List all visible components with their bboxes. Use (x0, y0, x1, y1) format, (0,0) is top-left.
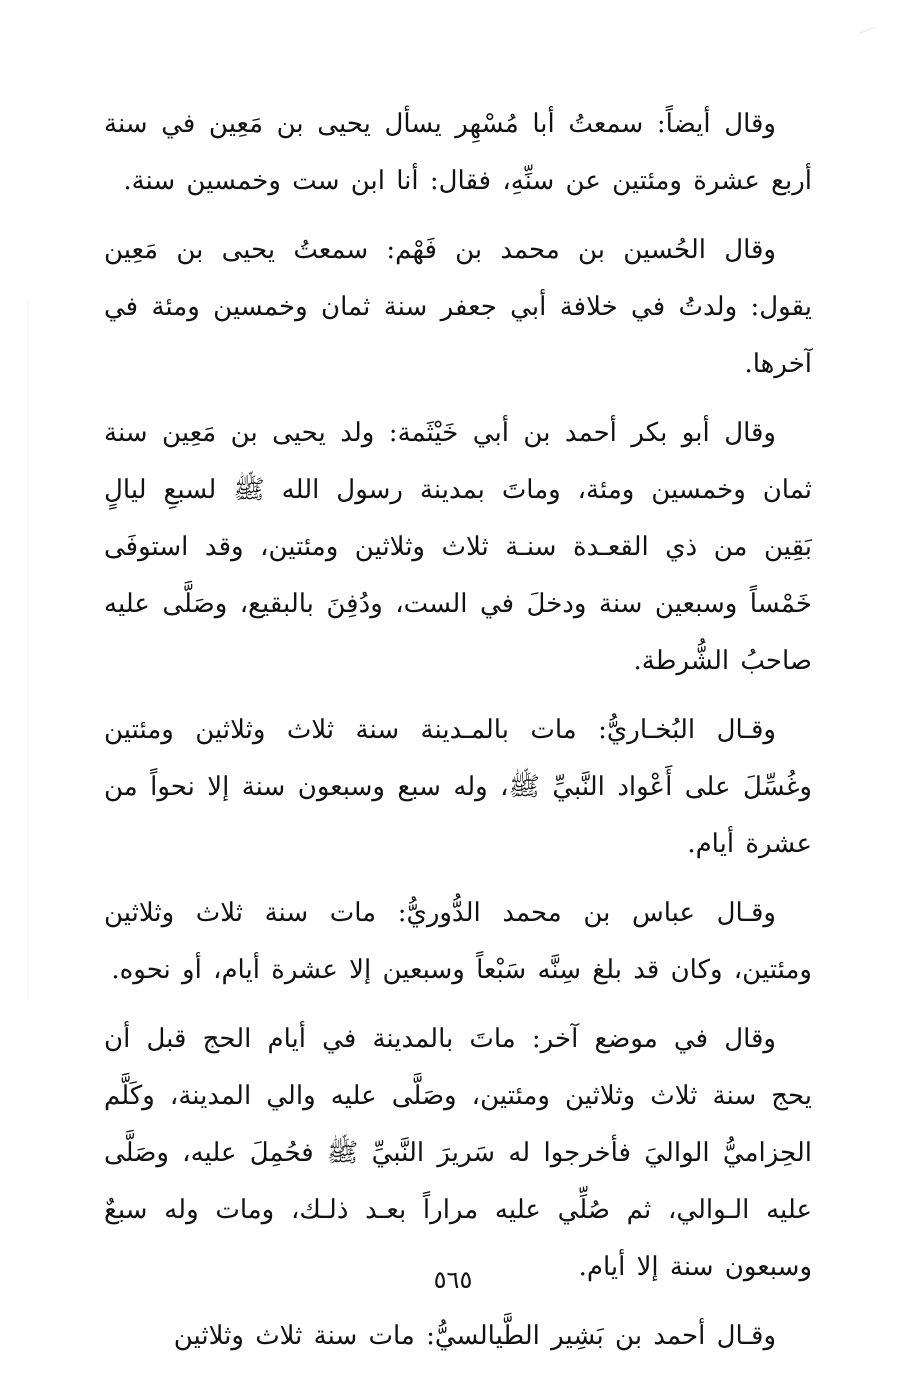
paragraph-4: وقـال البُخـاريُّ: مات بالمـدينة سنة ثلاث وثلاثين ومئتين وغُسِّلَ على أَعْواد النَّبيِّ ﷺ، وله سبع وسبعون سنة إلا نحواً من عشرة أيام. (104, 715, 812, 859)
margin-shadow (28, 300, 29, 1000)
paragraph-7: وقـال أحمد بن بَشِير الطَّيالسيُّ: مات سنة ثلاث وثلاثين (173, 1321, 776, 1351)
paragraph-2: وقال الحُسين بن محمد بن فَهْم: سمعتُ يحيى بن مَعِين يقول: ولدتُ في خلافة أبي جعفر سنة ثمان وخمسين ومئة في آخرها. (104, 235, 812, 379)
paragraph-1: وقال أيضاً: سمعتُ أبا مُسْهِر يسأل يحيى بن مَعِين في سنة أربع عشرة ومئتين عن سنِّهِ، فقال: أنا ابن ست وخمسين سنة. (104, 109, 812, 196)
paragraph-5: وقـال عباس بن محمد الدُّوريُّ: مات سنة ثلاث وثلاثين ومئتين، وكان قد بلغ سِنَّه سَبْعاً وسبعين إلا عشرة أيام، أو نحوه. (104, 898, 812, 985)
corner-mark (858, 27, 875, 34)
paragraph-3: وقال أبو بكر أحمد بن أبي خَيْثَمة: ولد يحيى بن مَعِين سنة ثمان وخمسين ومئة، وماتَ بمدينة رسول الله ﷺ لسبعِ ليالٍ بَقِين من ذي القعـدة سنـة ثلاث وثلاثين ومئتين، وقد استوفَى خَمْساً وسبعين سنة ودخلَ في الست، ودُفِنَ بالبقيع، وصَلَّى عليه صاحبُ الشُّرطة. (104, 418, 812, 676)
paragraph-6: وقال في موضع آخر: ماتَ بالمدينة في أيام الحج قبل أن يحج سنة ثلاث وثلاثين ومئتين، وصَلَّى عليه والي المدينة، وكَلَّم الحِزاميُّ الواليَ فأخرجوا له سَريرَ النَّبيِّ ﷺ فحُمِلَ عليه، وصَلَّى عليه الـوالي، ثم صُلِّي عليه مراراً بعـد ذلـك، ومات وله سبعٌ وسبعون سنة إلا أيام. (104, 1024, 812, 1282)
text-body (104, 96, 812, 1377)
page-number: ٥٦٥ (433, 1266, 473, 1294)
